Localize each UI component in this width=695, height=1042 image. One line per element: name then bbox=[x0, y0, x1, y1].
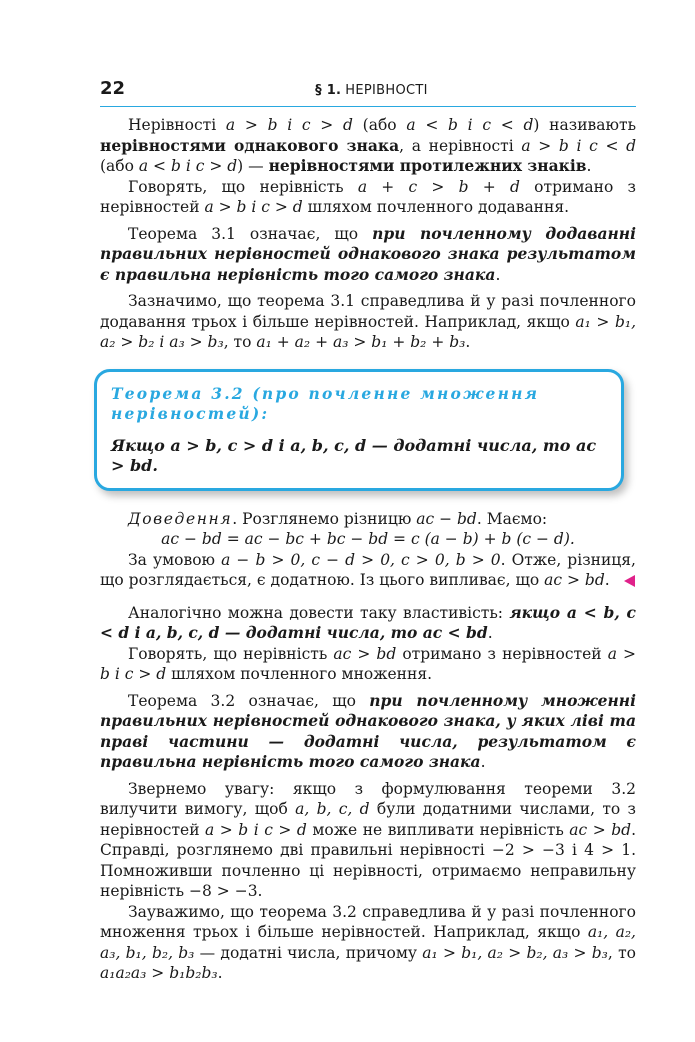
paragraph-1: Нерівності a > b і c > d (або a < b і c < d) називають нерівностями однакового знака, а нерівності a > b і c < d (або a < b і c > d) — нерівностями протилежних знаків. bbox=[100, 116, 637, 175]
theorem-title: Теорема 3.2 (про почленне множення нерівностей): bbox=[111, 383, 540, 423]
paragraph-3: Теорема 3.1 означає, що при почленному додаванні правильних нерівностей однакового знака результатом є правильна нерівність того самого знака. bbox=[100, 223, 636, 284]
paragraph-9: Зауважимо, що теорема 3.2 справедлива й у разі почленного множення трьох і більше нерівностей. Наприклад, якщо a₁, a₂, a₃, b₁, b₂, b₃ — додатні числа, причому a₁ > b₁, a₂ > b₂, a₃ > b₃, то a₁a₂a₃ > b₁b₂b₃. bbox=[100, 902, 636, 982]
theorem-box bbox=[94, 369, 624, 491]
paragraph-4: Зазначимо, що теорема 3.1 справедлива й у разі почленного додавання трьох і більше нерівностей. Наприклад, якщо a₁ > b₁, a₂ > b₂ і a₃ > b₃, то a₁ + a₂ + a₃ > b₁ + b₂ + b₃. bbox=[100, 292, 637, 351]
page-header bbox=[100, 78, 636, 107]
proof-paragraph: Доведення. Розглянемо різницю ac − bd. Маємо: bbox=[128, 509, 548, 528]
paragraph-6: Говорять, що нерівність ac > bd отримано з нерівностей a > b і c > d шляхом почленного множення. bbox=[100, 644, 636, 683]
proof-label: Доведення bbox=[128, 509, 233, 528]
end-of-proof-icon bbox=[624, 575, 635, 587]
section-title: § 1. НЕРІВНОСТІ bbox=[315, 83, 428, 98]
proof-formula: ac − bd = ac − bc + bc − bd = c (a − b) + b (c − d). bbox=[161, 530, 575, 548]
paragraph-5: Аналогічно можна довести таку властивість: якщо a < b, c < d і a, b, c, d — додатні числа, то ac < bd. bbox=[100, 602, 636, 642]
proof-conclusion: За умовою a − b > 0, c − d > 0, c > 0, b > 0. Отже, різниця, що розглядається, є додатною. Із цього випливає, що ac > bd. bbox=[100, 550, 636, 589]
page bbox=[100, 78, 636, 984]
theorem-body: Якщо a > b, c > d і a, b, c, d — додатні числа, то ac > bd. bbox=[111, 435, 597, 475]
page-number: 22 bbox=[100, 78, 126, 99]
paragraph-8: Звернемо увагу: якщо з формулювання теореми 3.2 вилучити вимогу, щоб a, b, c, d були додатними числами, то з нерівностей a > b і c > d може не випливати нерівність ac > bd. Справді, розглянемо дві правильні нерівності −2 > −3 і 4 > 1. Помноживши почленно ці нерівності, отримаємо неправильну нерівність −8 > −3. bbox=[100, 779, 637, 900]
paragraph-2: Говорять, що нерівність a + c > b + d отримано з нерівностей a > b і c > d шляхом почленного додавання. bbox=[100, 177, 636, 216]
paragraph-7: Теорема 3.2 означає, що при почленному множенні правильних нерівностей однакового знака, у яких ліві та праві частини — додатні числа, результатом є правильна нерівність того самого знака. bbox=[100, 690, 636, 771]
